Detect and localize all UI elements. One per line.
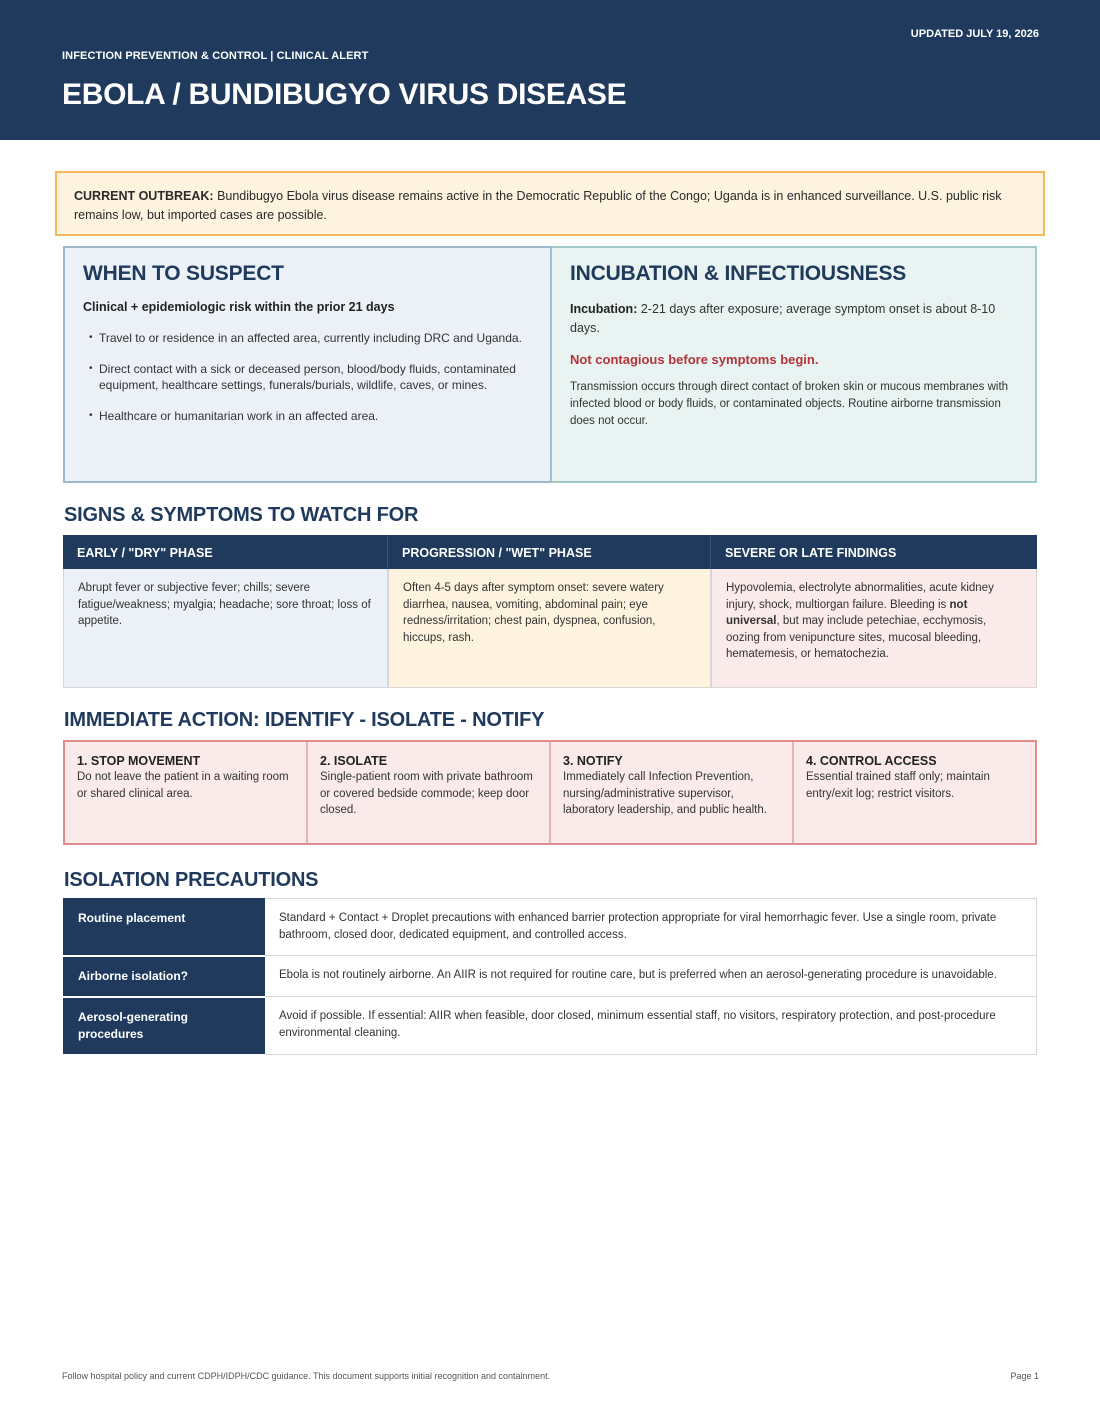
suspect-list	[83, 330, 532, 424]
isolation-key: Airborne isolation?	[64, 956, 265, 997]
severe-text-bold: not universal	[726, 598, 968, 627]
symptoms-severe-text	[711, 569, 1037, 688]
table-row	[64, 997, 1037, 1055]
page-header	[0, 0, 1100, 140]
symptoms-header-early: EARLY / "DRY" PHASE	[63, 535, 388, 569]
symptoms-table	[63, 535, 1037, 688]
action-text: Single-patient room with private bathroom or covered bedside commode; keep door closed.	[320, 771, 533, 816]
action-text: Essential trained staff only; maintain entry/exit log; restrict visitors.	[806, 771, 990, 800]
incubation-detail: 2-21 days after exposure; average symptom onset is about 8-10 days.	[570, 302, 996, 335]
severe-text-after: , but may include petechiae, ecchymosis, oozing from venipuncture sites, mucosal bleeding, hematemesis, or hematochezia.	[726, 615, 987, 660]
incubation-panel	[551, 246, 1037, 483]
action-isolate	[308, 742, 551, 843]
incubation-text	[570, 300, 1017, 338]
suspect-incubation-panels	[63, 246, 1037, 483]
page-number: Page 1	[1010, 1371, 1039, 1381]
action-text: Do not leave the patient in a waiting room or shared clinical area.	[77, 771, 289, 800]
isolation-value: Standard + Contact + Droplet precautions with enhanced barrier protection appropriate for viral hemorrhagic fever. Use a single room, private bathroom, closed door, dedicated equipment, and controlled access.	[265, 899, 1037, 956]
isolation-key: Aerosol-generating procedures	[64, 997, 265, 1055]
symptoms-title: SIGNS & SYMPTOMS TO WATCH FOR	[64, 504, 419, 526]
isolation-table	[63, 898, 1037, 1056]
symptoms-header-progression: PROGRESSION / "WET" PHASE	[388, 535, 711, 569]
page-title: EBOLA / BUNDIBUGYO VIRUS DISEASE	[62, 78, 627, 111]
action-text: Immediately call Infection Prevention, nursing/administrative supervisor, laboratory leadership, and public health.	[563, 771, 767, 816]
footer-note: Follow hospital policy and current CDPH/IDPH/CDC guidance. This document supports initial recognition and containment.	[62, 1371, 551, 1381]
table-row	[64, 899, 1037, 956]
updated-date: UPDATED JULY 19, 2026	[910, 28, 1039, 40]
transmission-text: Transmission occurs through direct contact of broken skin or mucous membranes with infected blood or body fluids, or contaminated objects. Routine airborne transmission does not occur.	[570, 381, 1009, 427]
alert-label: CURRENT OUTBREAK:	[74, 189, 214, 203]
isolation-value: Avoid if possible. If essential: AIIR when feasible, door closed, minimum essential staff, no visitors, respiratory protection, and post-procedure environmental cleaning.	[265, 997, 1037, 1055]
action-notify	[551, 742, 794, 843]
when-to-suspect-panel	[63, 246, 551, 483]
suspect-subtitle: Clinical + epidemiologic risk within the prior 21 days	[83, 300, 395, 314]
suspect-title: WHEN TO SUSPECT	[83, 262, 284, 285]
table-row	[64, 956, 1037, 997]
list-item: • Travel to or residence in an affected area, currently including DRC and Uganda.	[89, 330, 532, 347]
action-title: 3. NOTIFY	[563, 754, 623, 768]
incubation-label: Incubation:	[570, 302, 638, 316]
action-control-access	[794, 742, 1035, 843]
isolation-title: ISOLATION PRECAUTIONS	[64, 869, 319, 891]
header-kicker: INFECTION PREVENTION & CONTROL | CLINICAL ALERT	[62, 50, 369, 62]
immediate-actions	[63, 740, 1037, 845]
list-item: • Direct contact with a sick or deceased person, blood/body fluids, contaminated equipment, healthcare settings, funerals/burials, wildlife, caves, or mines.	[89, 361, 532, 394]
isolation-key: Routine placement	[64, 899, 265, 956]
symptoms-header-severe: SEVERE OR LATE FINDINGS	[711, 535, 1037, 569]
severe-text-before: Hypovolemia, electrolyte abnormalities, acute kidney injury, shock, multiorgan failure. Bleeding is	[726, 582, 994, 611]
action-title: 4. CONTROL ACCESS	[806, 754, 937, 768]
actions-title: IMMEDIATE ACTION: IDENTIFY - ISOLATE - NOTIFY	[64, 709, 545, 731]
isolation-value: Ebola is not routinely airborne. An AIIR is not required for routine care, but is preferred when an aerosol-generating procedure is unavoidable.	[265, 956, 1037, 997]
outbreak-alert	[55, 171, 1045, 236]
action-stop-movement	[65, 742, 308, 843]
list-item: • Healthcare or humanitarian work in an affected area.	[89, 408, 532, 425]
action-title: 2. ISOLATE	[320, 754, 388, 768]
contagious-warning: Not contagious before symptoms begin.	[570, 352, 819, 367]
symptoms-progression-text: Often 4-5 days after symptom onset: severe watery diarrhea, nausea, vomiting, abdominal pain; eye redness/irritation; chest pain, dyspnea, confusion, hiccups, rash.	[388, 569, 711, 688]
alert-text: Bundibugyo Ebola virus disease remains active in the Democratic Republic of the Congo; Uganda is in enhanced surveillance. U.S. public risk remains low, but imported cases are possible.	[74, 189, 1002, 222]
action-title: 1. STOP MOVEMENT	[77, 754, 201, 768]
incubation-title: INCUBATION & INFECTIOUSNESS	[570, 262, 907, 285]
symptoms-early-text: Abrupt fever or subjective fever; chills; severe fatigue/weakness; myalgia; headache; sore throat; loss of appetite.	[63, 569, 388, 688]
